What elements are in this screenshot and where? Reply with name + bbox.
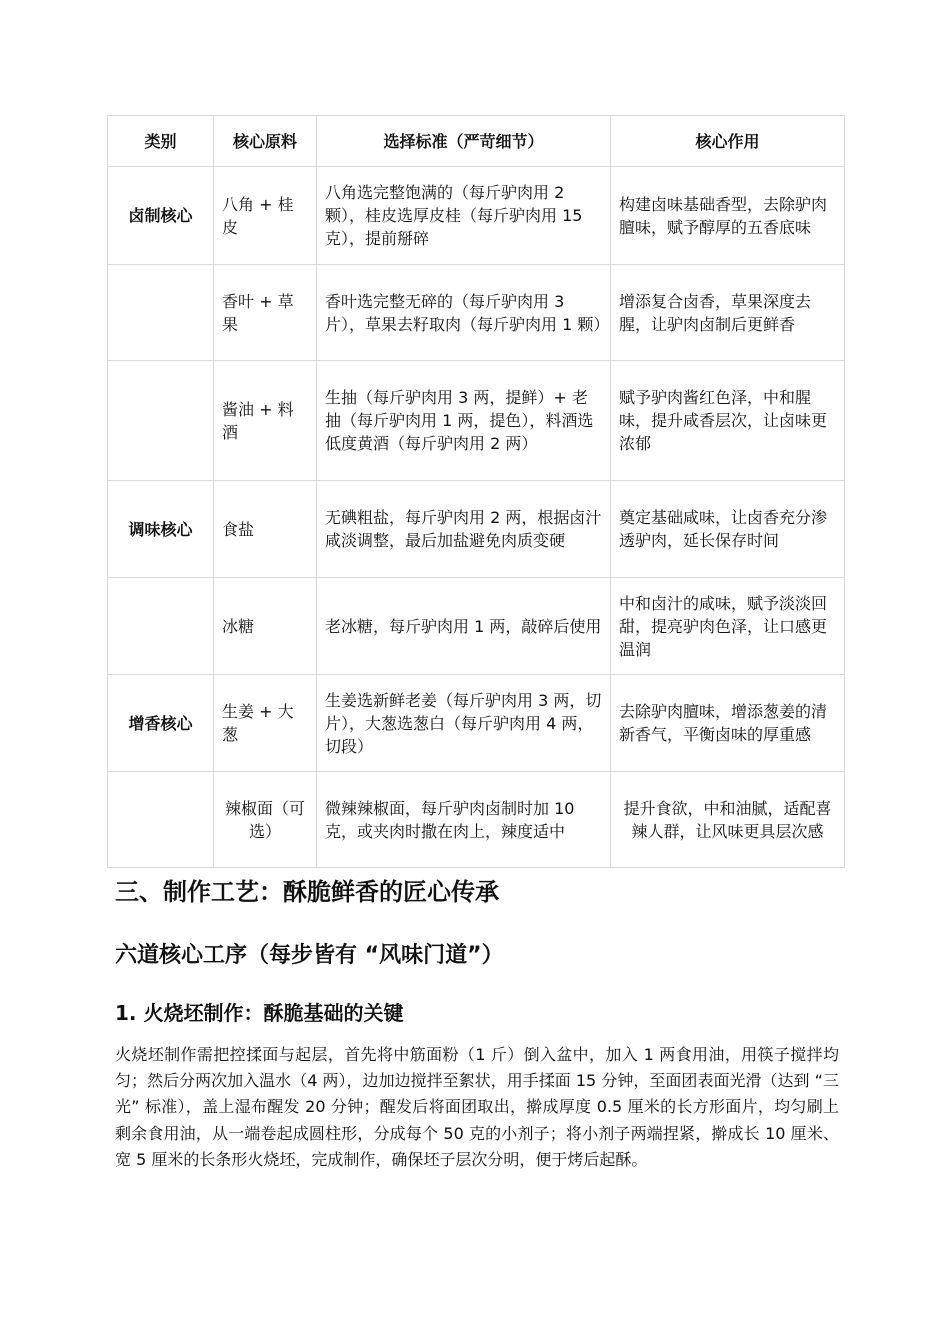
row-material: 酱油 + 料酒: [214, 361, 317, 481]
table-row: [108, 675, 845, 772]
row-role: 构建卤味基础香型，去除驴肉膻味，赋予醇厚的五香底味: [611, 167, 845, 265]
row-role: 赋予驴肉酱红色泽，中和腥味，提升咸香层次，让卤味更浓郁: [611, 361, 845, 481]
subsection-title: 六道核心工序（每步皆有 “风味门道”）: [115, 943, 504, 968]
row-category: 卤制核心: [108, 167, 214, 265]
row-standard: 八角选完整饱满的（每斤驴肉用 2 颗），桂皮选厚皮桂（每斤驴肉用 15 克），提前掰碎: [317, 167, 611, 265]
section-title: 三、制作工艺：酥脆鲜香的匠心传承: [115, 878, 499, 906]
row-standard: 无碘粗盐，每斤驴肉用 2 两，根据卤汁咸淡调整，最后加盐避免肉质变硬: [317, 481, 611, 578]
row-material: 生姜 + 大葱: [214, 675, 317, 772]
table-row: [108, 361, 845, 481]
row-standard: 微辣辣椒面，每斤驴肉卤制时加 10 克，或夹肉时撒在肉上，辣度适中: [317, 772, 611, 868]
row-standard: 老冰糖，每斤驴肉用 1 两，敲碎后使用: [317, 578, 611, 675]
row-role: 奠定基础咸味，让卤香充分渗透驴肉，延长保存时间: [611, 481, 845, 578]
row-standard: 香叶选完整无碎的（每斤驴肉用 3 片），草果去籽取肉（每斤驴肉用 1 颗）: [317, 265, 611, 361]
table-row: [108, 481, 845, 578]
table-row: [108, 578, 845, 675]
header-standard: 选择标准（严苛细节）: [317, 116, 611, 167]
row-role: 提升食欲，中和油腻，适配喜辣人群，让风味更具层次感: [611, 772, 845, 868]
table-row: [108, 265, 845, 361]
header-category: 类别: [108, 116, 214, 167]
row-category: [108, 265, 214, 361]
row-category: 增香核心: [108, 675, 214, 772]
table-header-row: [108, 116, 845, 167]
header-material: 核心原料: [214, 116, 317, 167]
row-material: 辣椒面（可选）: [214, 772, 317, 868]
step-body-paragraph: 火烧坯制作需把控揉面与起层，首先将中筋面粉（1 斤）倒入盆中，加入 1 两食用油，用筷子搅拌均匀；然后分两次加入温水（4 两），边加边搅拌至絮状，用手揉面 15 分钟，至面团表面光滑（达到 “三光” 标准），盖上湿布醒发 20 分钟；醒发后将面团取出，擀成厚度 0.5 厘米的长方形面片，均匀刷上剩余食用油，从一端卷起成圆柱形，分成每个 50 克的小剂子；将小剂子两端捏紧，擀成长 10 厘米、宽 5 厘米的长条形火烧坯，完成制作，确保坯子层次分明，便于烤后起酥。: [115, 1045, 839, 1169]
row-role: 去除驴肉膻味，增添葱姜的清新香气，平衡卤味的厚重感: [611, 675, 845, 772]
table-row: [108, 167, 845, 265]
step-title: 1. 火烧坯制作：酥脆基础的关键: [115, 1001, 404, 1025]
table-row: [108, 772, 845, 868]
header-role: 核心作用: [611, 116, 845, 167]
row-category: [108, 772, 214, 868]
row-category: 调味核心: [108, 481, 214, 578]
row-category: [108, 361, 214, 481]
row-category: [108, 578, 214, 675]
ingredients-table: [107, 115, 845, 868]
row-role: 增添复合卤香，草果深度去腥，让驴肉卤制后更鲜香: [611, 265, 845, 361]
row-standard: 生抽（每斤驴肉用 3 两，提鲜）+ 老抽（每斤驴肉用 1 两，提色），料酒选低度黄酒（每斤驴肉用 2 两）: [317, 361, 611, 481]
row-material: 八角 + 桂皮: [214, 167, 317, 265]
row-material: 食盐: [214, 481, 317, 578]
row-material: 冰糖: [214, 578, 317, 675]
row-standard: 生姜选新鲜老姜（每斤驴肉用 3 两，切片），大葱选葱白（每斤驴肉用 4 两，切段）: [317, 675, 611, 772]
row-role: 中和卤汁的咸味，赋予淡淡回甜，提亮驴肉色泽，让口感更温润: [611, 578, 845, 675]
row-material: 香叶 + 草果: [214, 265, 317, 361]
